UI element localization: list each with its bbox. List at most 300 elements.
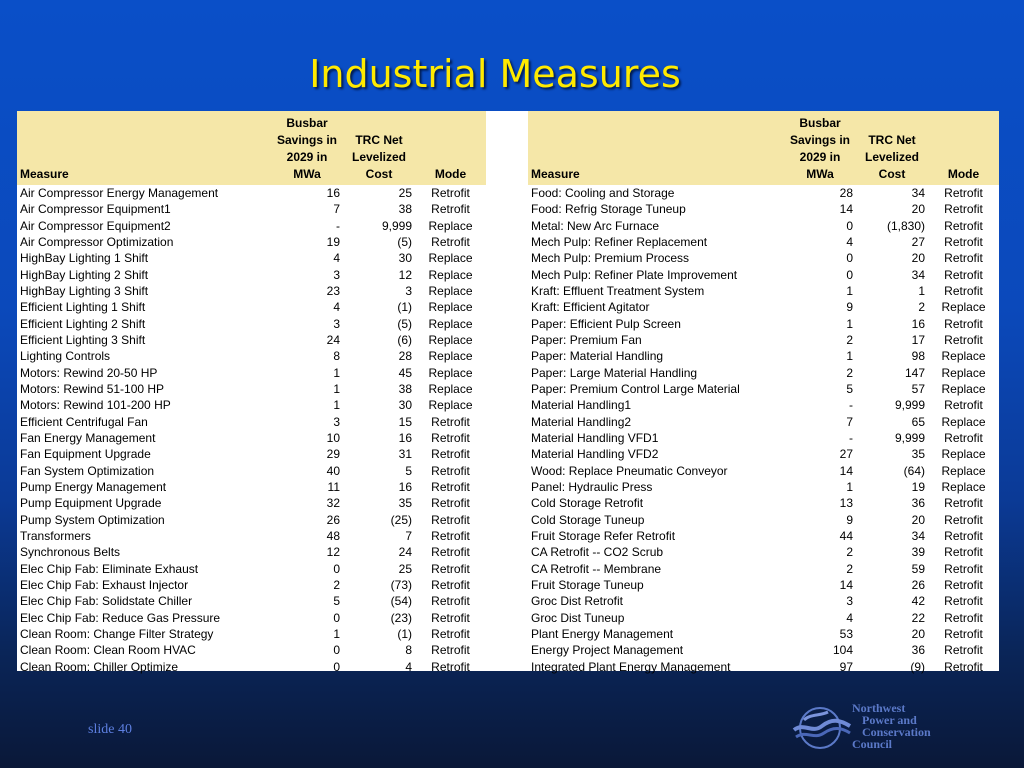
mode-cell: Retrofit xyxy=(944,284,983,299)
header-measure: Measure xyxy=(528,111,784,185)
table-row xyxy=(528,659,999,675)
council-emblem-icon xyxy=(790,704,854,752)
cost-cell: 16 xyxy=(398,431,412,446)
table-row xyxy=(528,185,999,201)
table-row xyxy=(528,577,999,593)
savings-cell: 23 xyxy=(326,284,340,299)
savings-cell: 5 xyxy=(333,594,340,609)
table-row xyxy=(17,414,486,430)
cost-cell: 1 xyxy=(918,284,925,299)
mode-cell: Retrofit xyxy=(944,431,983,446)
measure-cell: Efficient Lighting 3 Shift xyxy=(20,333,146,348)
measure-cell: Panel: Hydraulic Press xyxy=(531,480,653,495)
measures-table-right xyxy=(528,111,999,675)
measure-cell: Material Handling VFD1 xyxy=(531,431,659,446)
table-row xyxy=(528,267,999,283)
table-row xyxy=(528,561,999,577)
table-row xyxy=(528,430,999,446)
cost-cell: 15 xyxy=(398,414,412,429)
measure-cell: Groc Dist Tuneup xyxy=(531,610,625,625)
savings-cell: - xyxy=(336,218,340,233)
mode-cell: Retrofit xyxy=(431,186,470,201)
table-header-row xyxy=(528,111,999,185)
table-row xyxy=(17,512,486,528)
cost-cell: 25 xyxy=(398,186,412,201)
table-row xyxy=(17,348,486,364)
table-row xyxy=(528,512,999,528)
measure-cell: Air Compressor Energy Management xyxy=(20,186,219,201)
savings-cell: 29 xyxy=(326,447,340,462)
mode-cell: Retrofit xyxy=(431,561,470,576)
savings-cell: 4 xyxy=(333,251,340,266)
mode-cell: Retrofit xyxy=(944,235,983,250)
cost-cell: 16 xyxy=(911,316,925,331)
measure-cell: Mech Pulp: Refiner Replacement xyxy=(531,235,708,250)
savings-cell: 1 xyxy=(846,284,853,299)
cost-cell: 42 xyxy=(911,594,925,609)
cost-cell: 5 xyxy=(405,463,412,478)
mode-cell: Retrofit xyxy=(944,267,983,282)
measure-cell: Pump Energy Management xyxy=(20,480,167,495)
measure-cell: Metal: New Arc Furnace xyxy=(531,218,660,233)
table-row xyxy=(528,365,999,381)
savings-cell: 8 xyxy=(333,349,340,364)
cost-cell: 4 xyxy=(405,659,412,674)
measure-cell: Synchronous Belts xyxy=(20,545,121,560)
mode-cell: Retrofit xyxy=(431,496,470,511)
savings-cell: 28 xyxy=(839,186,853,201)
table-row xyxy=(17,577,486,593)
measure-cell: Fruit Storage Tuneup xyxy=(531,578,644,593)
mode-cell: Retrofit xyxy=(944,627,983,642)
header-mode: Mode xyxy=(415,111,486,185)
savings-cell: - xyxy=(849,431,853,446)
savings-cell: 44 xyxy=(839,529,853,544)
savings-cell: 10 xyxy=(326,431,340,446)
cost-cell: (1,830) xyxy=(886,218,925,233)
savings-cell: 0 xyxy=(333,643,340,658)
header-trc-net-cost: TRC Net Levelized Cost xyxy=(856,111,928,185)
table-row xyxy=(528,610,999,626)
mode-cell: Retrofit xyxy=(431,643,470,658)
savings-cell: 12 xyxy=(326,545,340,560)
table-row xyxy=(17,185,486,201)
mode-cell: Retrofit xyxy=(944,610,983,625)
table-row xyxy=(528,283,999,299)
savings-cell: 1 xyxy=(333,627,340,642)
slide-title: Industrial Measures xyxy=(309,52,681,96)
cost-cell: 9,999 xyxy=(894,398,925,413)
cost-cell: 9,999 xyxy=(894,431,925,446)
savings-cell: 16 xyxy=(326,186,340,201)
measure-cell: Elec Chip Fab: Exhaust Injector xyxy=(20,578,189,593)
cost-cell: (1) xyxy=(397,300,412,315)
mode-cell: Replace xyxy=(428,267,473,282)
table-row xyxy=(17,365,486,381)
mode-cell: Replace xyxy=(428,382,473,397)
cost-cell: 30 xyxy=(398,398,412,413)
mode-cell: Replace xyxy=(428,316,473,331)
mode-cell: Replace xyxy=(428,218,473,233)
cost-cell: (25) xyxy=(390,512,412,527)
header-busbar-savings: Busbar Savings in 2029 in MWa xyxy=(784,111,856,185)
measure-cell: Paper: Efficient Pulp Screen xyxy=(531,316,681,331)
savings-cell: 7 xyxy=(333,202,340,217)
mode-cell: Retrofit xyxy=(431,545,470,560)
cost-cell: 28 xyxy=(398,349,412,364)
measure-cell: HighBay Lighting 3 Shift xyxy=(20,284,149,299)
mode-cell: Retrofit xyxy=(944,594,983,609)
cost-cell: 20 xyxy=(911,251,925,266)
savings-cell: 13 xyxy=(839,496,853,511)
measure-cell: Groc Dist Retrofit xyxy=(531,594,624,609)
savings-cell: 32 xyxy=(326,496,340,511)
table-row xyxy=(528,250,999,266)
table-row xyxy=(528,528,999,544)
measure-cell: Clean Room: Clean Room HVAC xyxy=(20,643,196,658)
savings-cell: 24 xyxy=(326,333,340,348)
header-mode: Mode xyxy=(928,111,999,185)
table-row xyxy=(528,593,999,609)
table-row xyxy=(528,201,999,217)
mode-cell: Retrofit xyxy=(431,235,470,250)
mode-cell: Replace xyxy=(941,414,986,429)
table-row xyxy=(528,234,999,250)
measure-cell: Efficient Lighting 1 Shift xyxy=(20,300,146,315)
mode-cell: Replace xyxy=(941,300,986,315)
savings-cell: 4 xyxy=(846,235,853,250)
table-row xyxy=(17,626,486,642)
savings-cell: 14 xyxy=(839,463,853,478)
cost-cell: 34 xyxy=(911,267,925,282)
table-row xyxy=(17,528,486,544)
savings-cell: 2 xyxy=(846,365,853,380)
table-row xyxy=(17,397,486,413)
savings-cell: 1 xyxy=(846,316,853,331)
measure-cell: Elec Chip Fab: Solidstate Chiller xyxy=(20,594,193,609)
savings-cell: 4 xyxy=(333,300,340,315)
cost-cell: 25 xyxy=(398,561,412,576)
cost-cell: 19 xyxy=(911,480,925,495)
savings-cell: 27 xyxy=(839,447,853,462)
cost-cell: (6) xyxy=(397,333,412,348)
table-row xyxy=(528,463,999,479)
savings-cell: 3 xyxy=(846,594,853,609)
mode-cell: Replace xyxy=(941,480,986,495)
mode-cell: Retrofit xyxy=(944,496,983,511)
table-row xyxy=(528,626,999,642)
savings-cell: 48 xyxy=(326,529,340,544)
table-row xyxy=(528,414,999,430)
table-row xyxy=(17,283,486,299)
mode-cell: Replace xyxy=(941,349,986,364)
cost-cell: 26 xyxy=(911,578,925,593)
measure-cell: Fruit Storage Refer Retrofit xyxy=(531,529,676,544)
table-row xyxy=(17,561,486,577)
cost-cell: 31 xyxy=(398,447,412,462)
measure-cell: Motors: Rewind 20-50 HP xyxy=(20,365,158,380)
savings-cell: 0 xyxy=(846,218,853,233)
cost-cell: (9) xyxy=(910,659,925,674)
mode-cell: Replace xyxy=(428,251,473,266)
cost-cell: 20 xyxy=(911,512,925,527)
table-row xyxy=(528,397,999,413)
cost-cell: 147 xyxy=(904,365,925,380)
measure-cell: Food: Refrig Storage Tuneup xyxy=(531,202,686,217)
savings-cell: - xyxy=(849,398,853,413)
measure-cell: Pump System Optimization xyxy=(20,512,165,527)
measure-cell: Cold Storage Tuneup xyxy=(531,512,645,527)
cost-cell: (73) xyxy=(390,578,412,593)
cost-cell: (5) xyxy=(397,235,412,250)
cost-cell: 20 xyxy=(911,627,925,642)
mode-cell: Retrofit xyxy=(431,529,470,544)
mode-cell: Retrofit xyxy=(431,202,470,217)
table-row xyxy=(528,495,999,511)
mode-cell: Retrofit xyxy=(944,202,983,217)
mode-cell: Retrofit xyxy=(944,218,983,233)
measure-cell: HighBay Lighting 2 Shift xyxy=(20,267,149,282)
measure-cell: Air Compressor Optimization xyxy=(20,235,174,250)
measure-cell: Material Handling2 xyxy=(531,414,632,429)
mode-cell: Retrofit xyxy=(944,578,983,593)
mode-cell: Replace xyxy=(428,398,473,413)
savings-cell: 53 xyxy=(839,627,853,642)
mode-cell: Retrofit xyxy=(944,251,983,266)
savings-cell: 0 xyxy=(846,251,853,266)
council-name: Northwest Power and Conservation Council xyxy=(852,701,931,751)
measure-cell: Clean Room: Chiller Optimize xyxy=(20,659,179,674)
measure-cell: Kraft: Efficient Agitator xyxy=(531,300,650,315)
cost-cell: 7 xyxy=(405,529,412,544)
measure-cell: Wood: Replace Pneumatic Conveyor xyxy=(531,463,728,478)
table-row xyxy=(17,659,486,675)
mode-cell: Replace xyxy=(428,284,473,299)
table-row xyxy=(528,544,999,560)
cost-cell: 59 xyxy=(911,561,925,576)
measure-cell: Mech Pulp: Premium Process xyxy=(531,251,690,266)
measure-cell: Fan Energy Management xyxy=(20,431,156,446)
mode-cell: Retrofit xyxy=(431,431,470,446)
table-header-row xyxy=(17,111,486,185)
mode-cell: Replace xyxy=(941,463,986,478)
measure-cell: Efficient Centrifugal Fan xyxy=(20,414,148,429)
header-measure: Measure xyxy=(17,111,271,185)
table-row xyxy=(528,218,999,234)
mode-cell: Retrofit xyxy=(431,512,470,527)
mode-cell: Retrofit xyxy=(431,414,470,429)
savings-cell: 2 xyxy=(333,578,340,593)
measure-cell: Paper: Premium Control Large Material xyxy=(531,382,740,397)
measures-table-panel xyxy=(17,111,999,674)
table-row xyxy=(17,381,486,397)
mode-cell: Retrofit xyxy=(944,529,983,544)
measure-cell: Clean Room: Change Filter Strategy xyxy=(20,627,214,642)
measure-cell: Elec Chip Fab: Reduce Gas Pressure xyxy=(20,610,221,625)
savings-cell: 26 xyxy=(326,512,340,527)
savings-cell: 2 xyxy=(846,545,853,560)
savings-cell: 14 xyxy=(839,202,853,217)
measure-cell: Air Compressor Equipment2 xyxy=(20,218,171,233)
savings-cell: 1 xyxy=(333,365,340,380)
header-trc-net-cost: TRC Net Levelized Cost xyxy=(343,111,415,185)
right-table-body xyxy=(528,185,999,675)
table-row xyxy=(17,544,486,560)
measure-cell: Elec Chip Fab: Eliminate Exhaust xyxy=(20,561,199,576)
cost-cell: 27 xyxy=(911,235,925,250)
savings-cell: 2 xyxy=(846,561,853,576)
mode-cell: Retrofit xyxy=(431,659,470,674)
mode-cell: Replace xyxy=(428,333,473,348)
table-row xyxy=(528,299,999,315)
cost-cell: (1) xyxy=(397,627,412,642)
table-row xyxy=(528,316,999,332)
measure-cell: Paper: Premium Fan xyxy=(531,333,642,348)
table-row xyxy=(17,267,486,283)
savings-cell: 19 xyxy=(326,235,340,250)
measure-cell: Air Compressor Equipment1 xyxy=(20,202,171,217)
table-row xyxy=(17,463,486,479)
savings-cell: 14 xyxy=(839,578,853,593)
mode-cell: Retrofit xyxy=(431,610,470,625)
savings-cell: 9 xyxy=(846,300,853,315)
savings-cell: 1 xyxy=(333,382,340,397)
cost-cell: 35 xyxy=(398,496,412,511)
measure-cell: CA Retrofit -- CO2 Scrub xyxy=(531,545,664,560)
savings-cell: 1 xyxy=(846,349,853,364)
savings-cell: 2 xyxy=(846,333,853,348)
council-logo xyxy=(790,700,970,756)
measure-cell: Cold Storage Retrofit xyxy=(531,496,644,511)
mode-cell: Replace xyxy=(941,382,986,397)
mode-cell: Retrofit xyxy=(944,512,983,527)
cost-cell: 35 xyxy=(911,447,925,462)
mode-cell: Replace xyxy=(941,365,986,380)
cost-cell: 2 xyxy=(918,300,925,315)
savings-cell: 0 xyxy=(333,610,340,625)
header-busbar-savings: Busbar Savings in 2029 in MWa xyxy=(271,111,343,185)
measure-cell: Fan System Optimization xyxy=(20,463,155,478)
table-row xyxy=(17,610,486,626)
measure-cell: Kraft: Effluent Treatment System xyxy=(531,284,705,299)
measure-cell: CA Retrofit -- Membrane xyxy=(531,561,662,576)
mode-cell: Replace xyxy=(428,300,473,315)
cost-cell: (5) xyxy=(397,316,412,331)
table-row xyxy=(528,348,999,364)
savings-cell: 97 xyxy=(839,659,853,674)
mode-cell: Retrofit xyxy=(944,398,983,413)
measure-cell: HighBay Lighting 1 Shift xyxy=(20,251,149,266)
mode-cell: Retrofit xyxy=(431,578,470,593)
table-row xyxy=(17,479,486,495)
cost-cell: 34 xyxy=(911,529,925,544)
savings-cell: 3 xyxy=(333,316,340,331)
table-row xyxy=(17,332,486,348)
table-row xyxy=(17,234,486,250)
cost-cell: 24 xyxy=(398,545,412,560)
mode-cell: Retrofit xyxy=(944,316,983,331)
mode-cell: Retrofit xyxy=(944,545,983,560)
measure-cell: Motors: Rewind 51-100 HP xyxy=(20,382,165,397)
measure-cell: Food: Cooling and Storage xyxy=(531,186,675,201)
measure-cell: Material Handling VFD2 xyxy=(531,447,659,462)
cost-cell: 34 xyxy=(911,186,925,201)
mode-cell: Retrofit xyxy=(944,186,983,201)
savings-cell: 11 xyxy=(327,480,340,495)
measure-cell: Energy Project Management xyxy=(531,643,684,658)
savings-cell: 3 xyxy=(333,414,340,429)
cost-cell: (54) xyxy=(390,594,412,609)
savings-cell: 1 xyxy=(333,398,340,413)
cost-cell: 98 xyxy=(911,349,925,364)
table-row xyxy=(528,446,999,462)
cost-cell: 9,999 xyxy=(381,218,412,233)
table-row xyxy=(17,495,486,511)
savings-cell: 1 xyxy=(846,480,853,495)
cost-cell: (64) xyxy=(903,463,925,478)
mode-cell: Retrofit xyxy=(431,480,470,495)
cost-cell: 8 xyxy=(405,643,412,658)
measure-cell: Material Handling1 xyxy=(531,398,632,413)
mode-cell: Retrofit xyxy=(431,627,470,642)
savings-cell: 4 xyxy=(846,610,853,625)
cost-cell: 38 xyxy=(398,382,412,397)
measure-cell: Pump Equipment Upgrade xyxy=(20,496,162,511)
table-row xyxy=(17,299,486,315)
cost-cell: 39 xyxy=(911,545,925,560)
mode-cell: Replace xyxy=(941,447,986,462)
table-row xyxy=(17,642,486,658)
mode-cell: Retrofit xyxy=(431,447,470,462)
left-table-body xyxy=(17,185,486,675)
cost-cell: 20 xyxy=(911,202,925,217)
table-row xyxy=(17,316,486,332)
table-row xyxy=(528,642,999,658)
cost-cell: (23) xyxy=(390,610,412,625)
measure-cell: Paper: Large Material Handling xyxy=(531,365,698,380)
table-row xyxy=(17,250,486,266)
cost-cell: 45 xyxy=(398,365,412,380)
measure-cell: Paper: Material Handling xyxy=(531,349,664,364)
cost-cell: 17 xyxy=(911,333,925,348)
table-row xyxy=(528,381,999,397)
mode-cell: Retrofit xyxy=(431,594,470,609)
table-row xyxy=(17,430,486,446)
mode-cell: Retrofit xyxy=(944,659,983,674)
savings-cell: 7 xyxy=(846,414,853,429)
table-row xyxy=(17,446,486,462)
savings-cell: 3 xyxy=(333,267,340,282)
table-row xyxy=(528,479,999,495)
mode-cell: Replace xyxy=(428,349,473,364)
cost-cell: 65 xyxy=(911,414,925,429)
cost-cell: 16 xyxy=(398,480,412,495)
measure-cell: Fan Equipment Upgrade xyxy=(20,447,151,462)
table-row xyxy=(17,218,486,234)
cost-cell: 22 xyxy=(911,610,925,625)
measure-cell: Efficient Lighting 2 Shift xyxy=(20,316,146,331)
measures-table-left xyxy=(17,111,486,675)
measure-cell: Motors: Rewind 101-200 HP xyxy=(20,398,171,413)
mode-cell: Retrofit xyxy=(944,333,983,348)
cost-cell: 36 xyxy=(911,496,925,511)
savings-cell: 5 xyxy=(846,382,853,397)
savings-cell: 0 xyxy=(333,561,340,576)
mode-cell: Retrofit xyxy=(944,643,983,658)
cost-cell: 30 xyxy=(398,251,412,266)
table-row xyxy=(17,201,486,217)
savings-cell: 40 xyxy=(326,463,340,478)
